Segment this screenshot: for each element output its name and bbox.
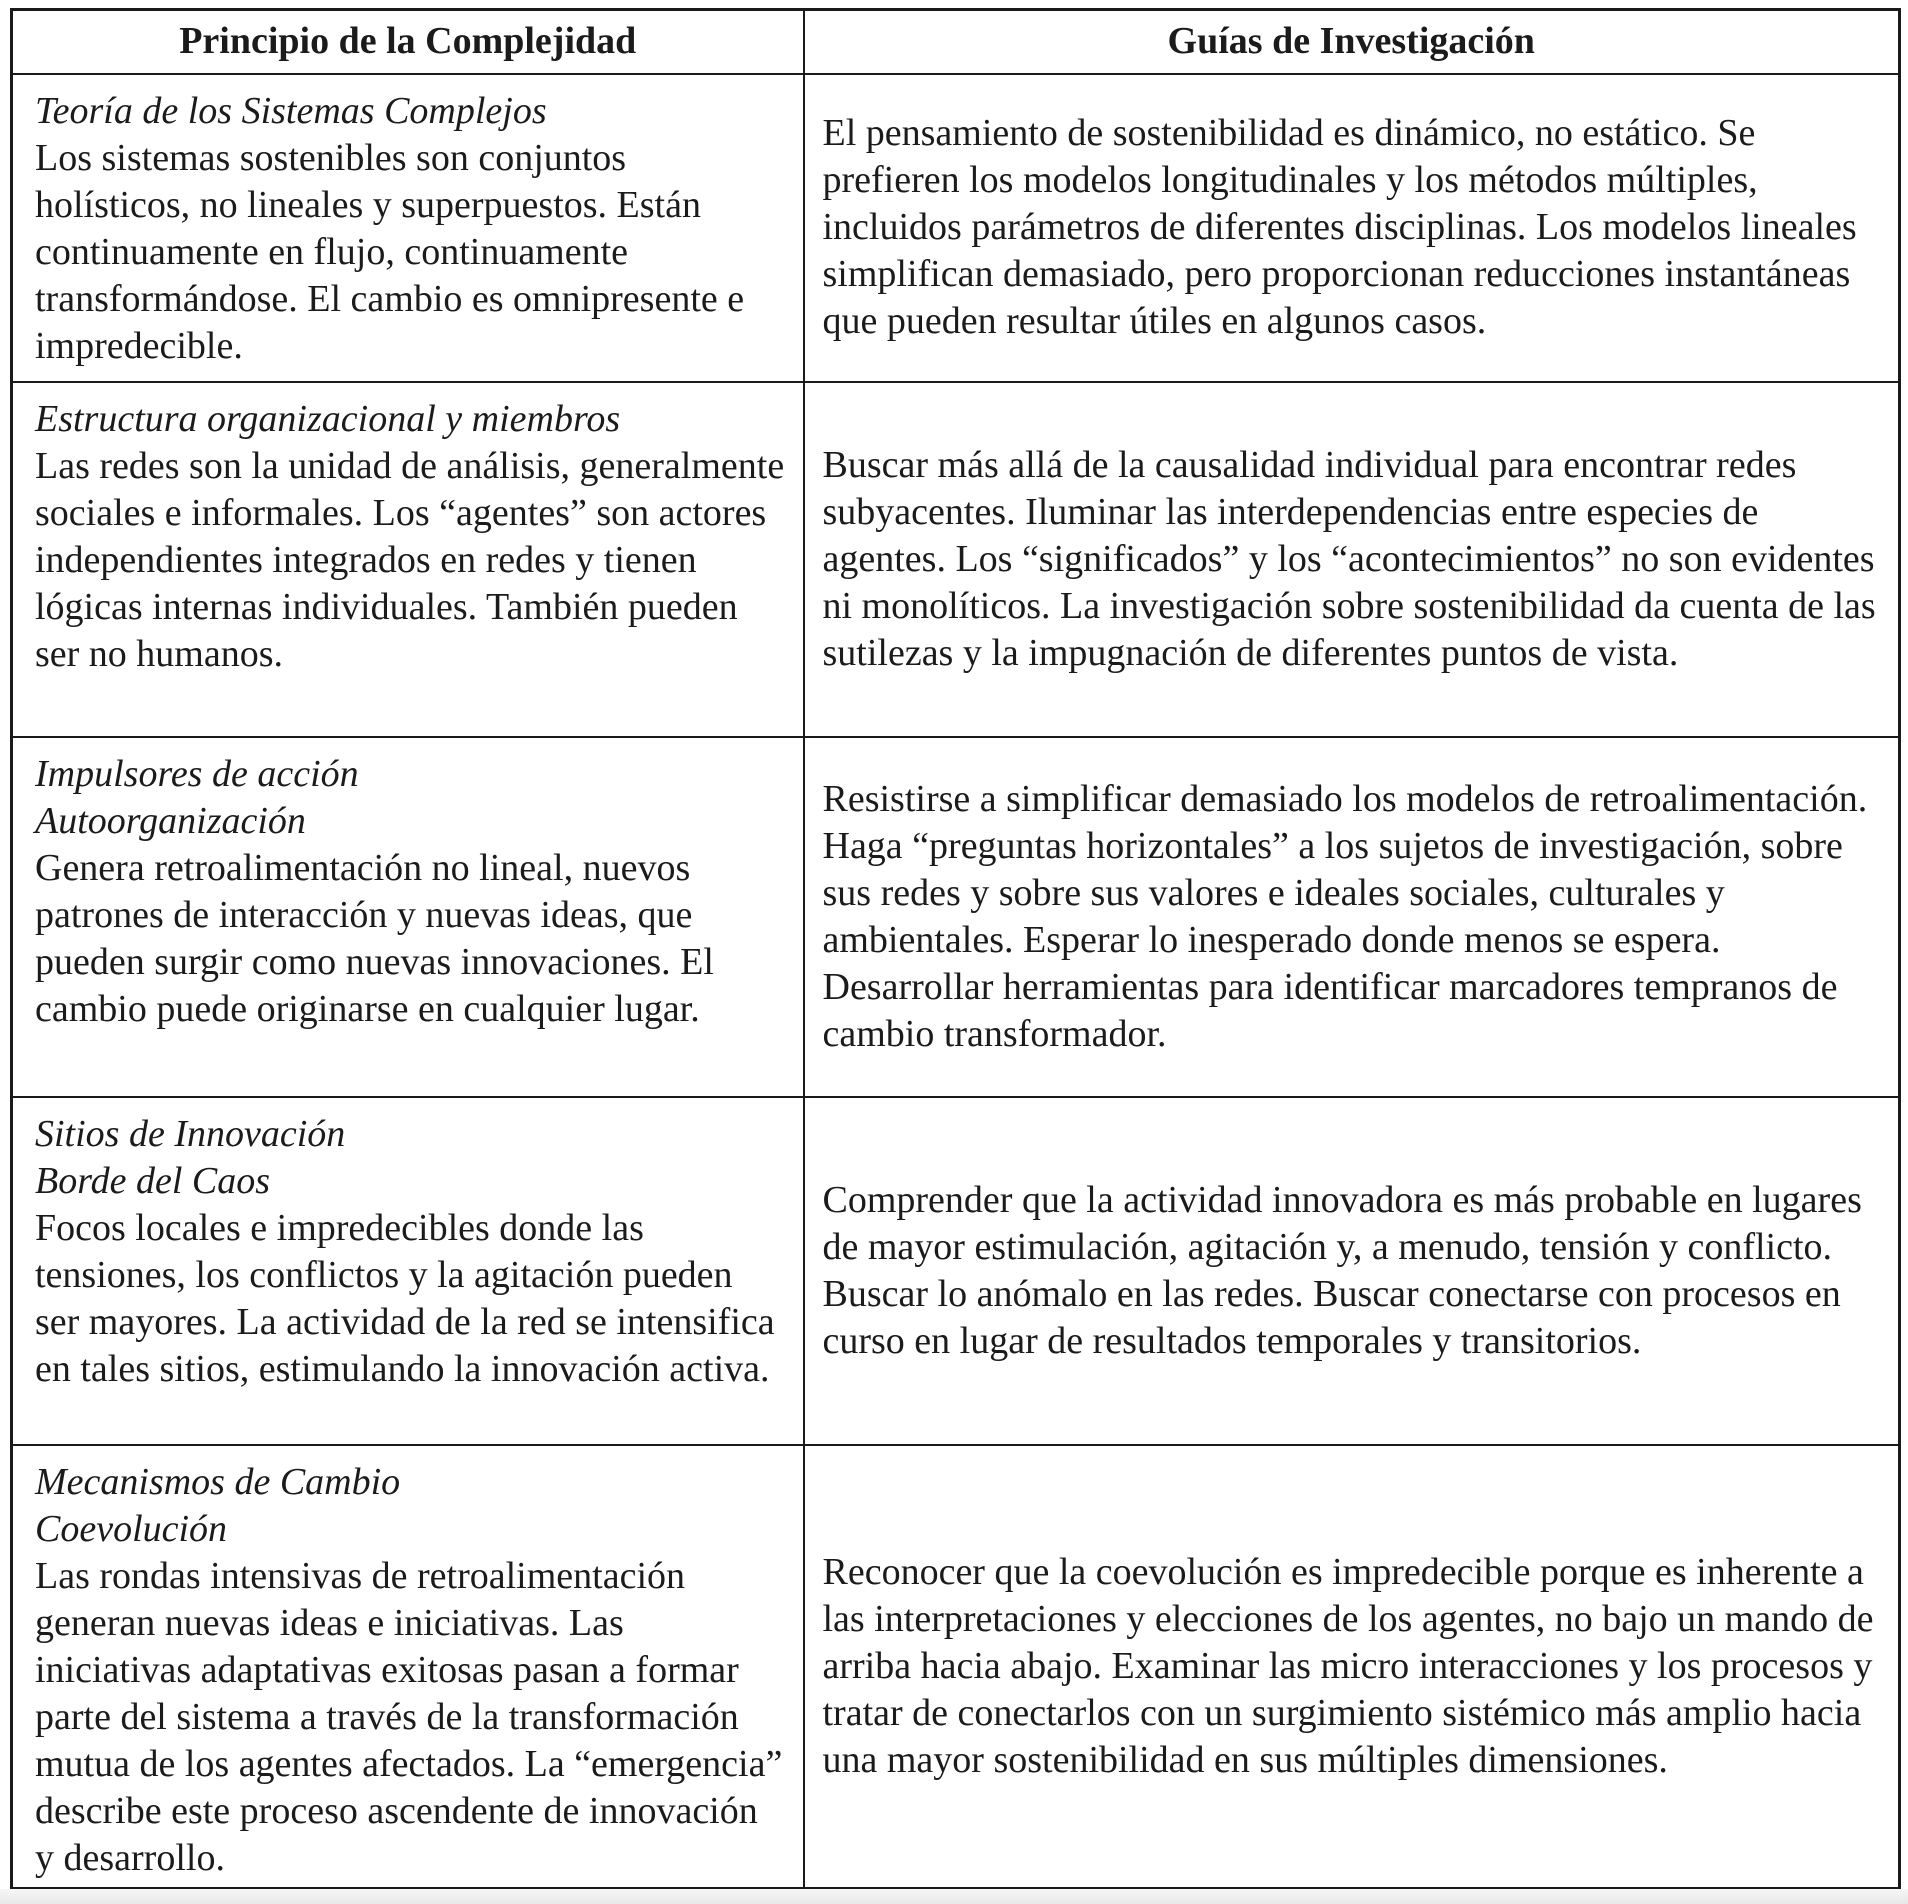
guideline-cell bbox=[804, 74, 1900, 382]
principle-title: Sitios de Innovación bbox=[35, 1112, 346, 1155]
guideline-cell bbox=[804, 1445, 1900, 1889]
complexity-principles-table bbox=[10, 8, 1901, 1890]
column-header-guidelines: Guías de Investigación bbox=[804, 10, 1900, 74]
principle-title: Estructura organizacional y miembros bbox=[35, 397, 621, 440]
principle-subtitle: Borde del Caos bbox=[35, 1159, 271, 1202]
principle-description: Los sistemas sostenibles son conjuntos holísticos, no lineales y superpuestos. Están continuamente en flujo, continuamente transformándose. El cambio es omnipresente e impredecible. bbox=[35, 136, 745, 367]
table-row bbox=[12, 382, 1900, 737]
guideline-text: Resistirse a simplificar demasiado los modelos de retroalimentación. Haga “preguntas horizontales” a los sujetos de investigación, sobre sus redes y sobre sus valores e ideales sociales, culturales y ambientales. Esperar lo inesperado donde menos se espera. Desarrollar herramientas para identificar marcadores tempranos de cambio transformador. bbox=[822, 777, 1868, 1055]
guideline-text: El pensamiento de sostenibilidad es dinámico, no estático. Se prefieren los modelos longitudinales y los métodos múltiples, incluidos parámetros de diferentes disciplinas. Los modelos lineales simplifican demasiado, pero proporcionan reducciones instantáneas que pueden resultar útiles en algunos casos. bbox=[822, 112, 1857, 342]
principle-description: Las redes son la unidad de análisis, generalmente sociales e informales. Los “agentes” son actores independientes integrados en redes y tienen lógicas internas individuales. También pueden ser no humanos. bbox=[35, 444, 785, 675]
principle-title: Impulsores de acción bbox=[35, 752, 359, 795]
guideline-cell bbox=[804, 1097, 1900, 1445]
principle-cell bbox=[12, 1445, 804, 1889]
principle-title: Mecanismos de Cambio bbox=[35, 1460, 401, 1503]
principle-cell bbox=[12, 382, 804, 737]
principle-description: Focos locales e impredecibles donde las tensiones, los conflictos y la agitación pueden ser mayores. La actividad de la red se intensifica en tales sitios, estimulando la innovación activa. bbox=[35, 1206, 775, 1390]
principle-title: Teoría de los Sistemas Complejos bbox=[35, 89, 547, 132]
page-bottom-shadow bbox=[0, 1889, 1908, 1904]
table-row bbox=[12, 1097, 1900, 1445]
principle-description: Genera retroalimentación no lineal, nuevos patrones de interacción y nuevas ideas, que pueden surgir como nuevas innovaciones. El cambio puede originarse en cualquier lugar. bbox=[35, 846, 714, 1030]
principle-cell bbox=[12, 1097, 804, 1445]
guideline-text: Buscar más allá de la causalidad individual para encontrar redes subyacentes. Iluminar las interdependencias entre especies de agentes. Los “significados” y los “acontecimientos” no son evidentes ni monolíticos. La investigación sobre sostenibilidad da cuenta de las sutilezas y la impugnación de diferentes puntos de vista. bbox=[822, 443, 1876, 674]
principle-cell bbox=[12, 737, 804, 1097]
guideline-text: Comprender que la actividad innovadora es más probable en lugares de mayor estimulación, agitación y, a menudo, tensión y conflicto. Buscar lo anómalo en las redes. Buscar conectarse con procesos en curso en lugar de resultados temporales y transitorios. bbox=[822, 1178, 1862, 1362]
table-row bbox=[12, 1445, 1900, 1889]
principle-description: Las rondas intensivas de retroalimentación generan nuevas ideas e iniciativas. Las iniciativas adaptativas exitosas pasan a formar parte del sistema a través de la transformación mutua de los agentes afectados. La “emergencia” describe este proceso ascendente de innovación y desarrollo. bbox=[35, 1554, 783, 1879]
principle-subtitle: Autoorganización bbox=[35, 799, 306, 842]
guideline-text: Reconocer que la coevolución es impredecible porque es inherente a las interpretaciones y elecciones de los agentes, no bajo un mando de arriba hacia abajo. Examinar las micro interacciones y los procesos y tratar de conectarlos con un surgimiento sistémico más amplio hacia una mayor sostenibilidad en sus múltiples dimensiones. bbox=[822, 1550, 1874, 1781]
table-header-row bbox=[12, 10, 1900, 74]
table-row bbox=[12, 74, 1900, 382]
table-row bbox=[12, 737, 1900, 1097]
guideline-cell bbox=[804, 382, 1900, 737]
guideline-cell bbox=[804, 737, 1900, 1097]
principle-cell bbox=[12, 74, 804, 382]
principle-subtitle: Coevolución bbox=[35, 1507, 228, 1550]
column-header-principle: Principio de la Complejidad bbox=[12, 10, 804, 74]
